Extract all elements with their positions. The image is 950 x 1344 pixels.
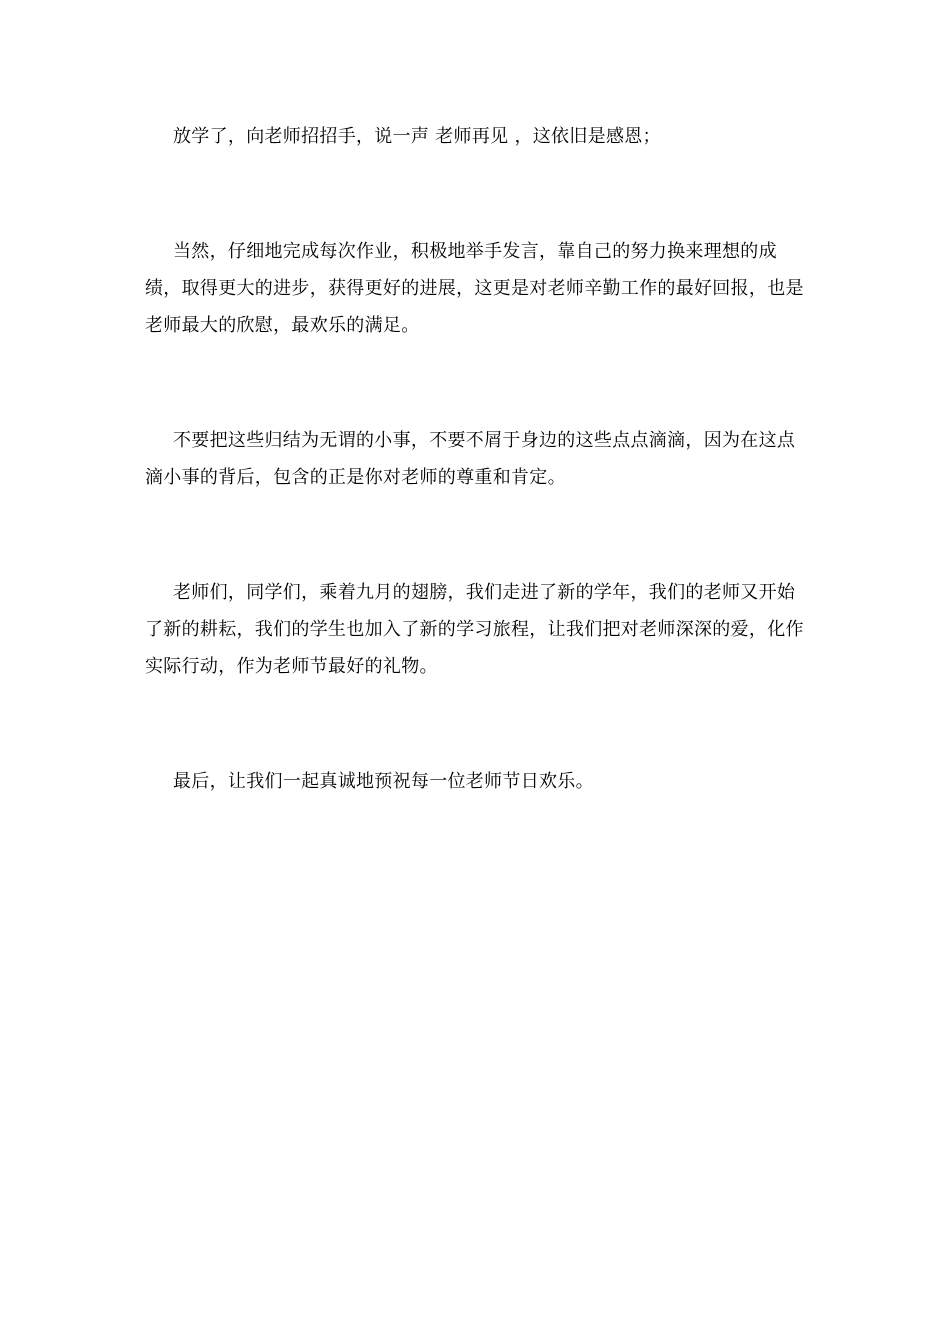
paragraph-5: 最后，让我们一起真诚地预祝每一位老师节日欢乐。 — [173, 771, 594, 792]
paragraph-2: 当然，仔细地完成每次作业，积极地举手发言，靠自己的努力换来理想的成绩，取得更大的进步，获得更好的进展，这更是对老师辛勤工作的最好回报，也是老师最大的欣慰，最欢乐的满足。 — [145, 241, 804, 336]
paragraph-4: 老师们，同学们，乘着九月的翅膀，我们走进了新的学年，我们的老师又开始了新的耕耘，我们的学生也加入了新的学习旅程，让我们把对老师深深的爱，化作实际行动，作为老师节最好的礼物。 — [145, 582, 804, 677]
paragraph-1: 放学了，向老师招招手，说一声 老师再见 ，这依旧是感恩； — [173, 126, 661, 147]
paragraph-3: 不要把这些归结为无谓的小事，不要不屑于身边的这些点点滴滴，因为在这点滴小事的背后，包含的正是你对老师的尊重和肯定。 — [145, 430, 796, 488]
document-body — [145, 118, 807, 800]
